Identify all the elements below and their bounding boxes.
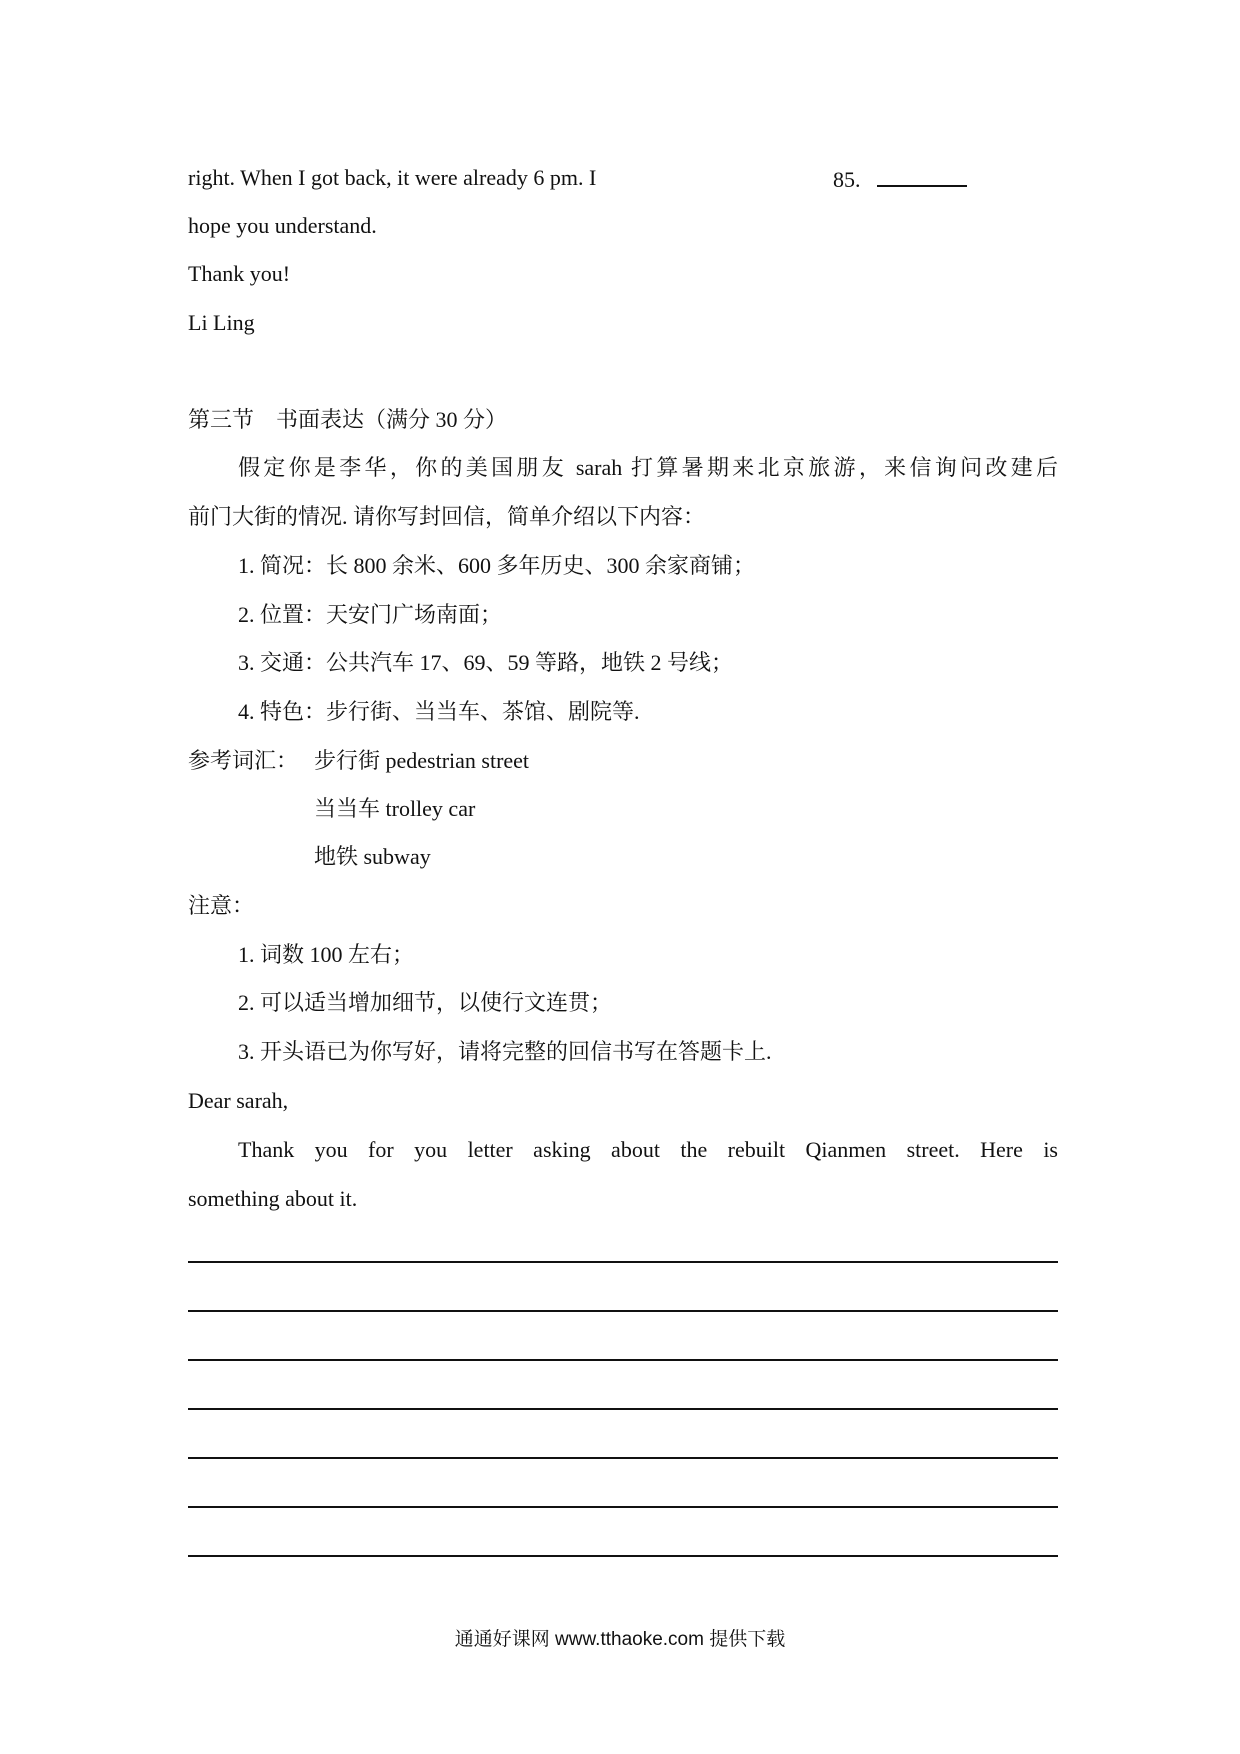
reply-opening-line-1: Thank you for you letter asking about the rebuilt Qianmen street. Here is xyxy=(238,1137,1058,1162)
vocab-item-1: 步行街 pedestrian street xyxy=(314,748,530,773)
page-footer: 通通好课网 www.tthaoke.com 提供下载 xyxy=(454,1629,786,1650)
notes-label: 注意： xyxy=(188,893,255,918)
prompt-line-1: 假定你是李华，你的美国朋友 sarah 打算暑期来北京旅游，来信询问改建后 xyxy=(238,455,1058,480)
writing-line[interactable] xyxy=(188,1555,1058,1557)
letter-signature: Li Ling xyxy=(188,310,255,335)
writing-line[interactable] xyxy=(188,1506,1058,1508)
vocab-item-2: 当当车 trolley car xyxy=(314,796,476,821)
letter-line-2: hope you understand. xyxy=(188,213,377,238)
note-3: 3. 开头语已为你写好，请将完整的回信书写在答题卡上. xyxy=(238,1039,772,1064)
vocab-item-3: 地铁 subway xyxy=(314,844,431,869)
note-2: 2. 可以适当增加细节，以使行文连贯； xyxy=(238,990,613,1015)
point-3: 3. 交通：公共汽车 17、69、59 等路，地铁 2 号线； xyxy=(238,650,734,675)
writing-line[interactable] xyxy=(188,1261,1058,1263)
writing-line[interactable] xyxy=(188,1359,1058,1361)
reply-salutation: Dear sarah, xyxy=(188,1088,289,1113)
writing-line[interactable] xyxy=(188,1310,1058,1312)
point-1: 1. 简况：长 800 余米、600 多年历史、300 余家商铺； xyxy=(238,553,756,578)
letter-line-1: right. When I got back, it were already 6 pm. I xyxy=(188,165,597,190)
answer-85 xyxy=(833,163,967,195)
section-heading: 第三节 书面表达（满分 30 分） xyxy=(188,407,508,432)
answer-blank[interactable] xyxy=(877,163,967,187)
reply-opening-line-2: something about it. xyxy=(188,1186,358,1211)
letter-closing: Thank you! xyxy=(188,261,291,286)
vocab-label: 参考词汇： xyxy=(188,748,299,773)
point-4: 4. 特色：步行街、当当车、茶馆、剧院等. xyxy=(238,699,640,724)
prompt-line-2: 前门大街的情况. 请你写封回信，简单介绍以下内容： xyxy=(188,504,706,529)
writing-line[interactable] xyxy=(188,1457,1058,1459)
writing-line[interactable] xyxy=(188,1408,1058,1410)
note-1: 1. 词数 100 左右； xyxy=(238,942,415,967)
point-2: 2. 位置：天安门广场南面； xyxy=(238,602,503,627)
answer-number: 85. xyxy=(833,167,861,192)
